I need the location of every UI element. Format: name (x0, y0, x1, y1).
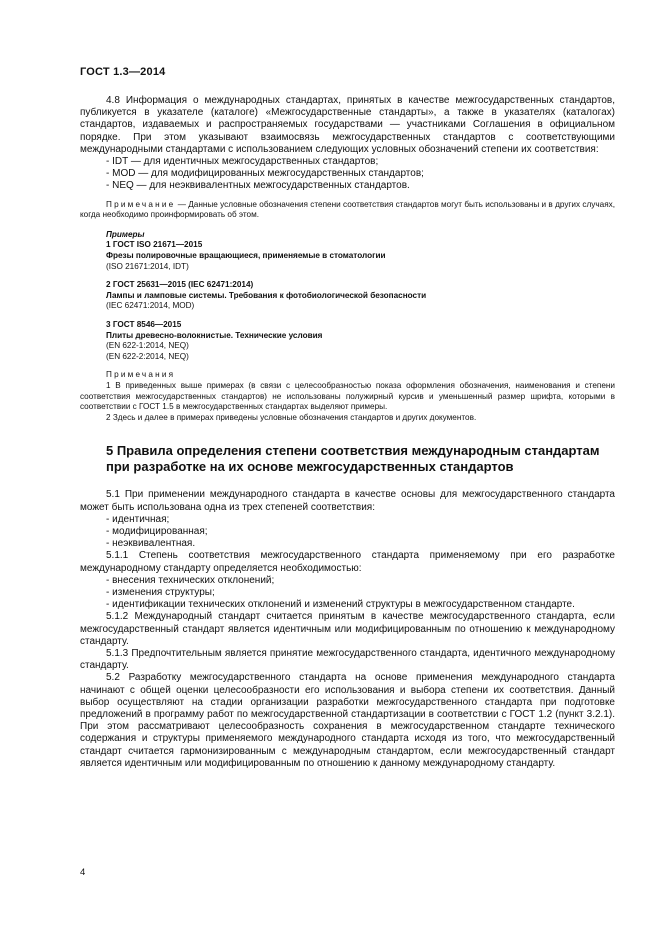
note-item-1: 1 В приведенных выше примерах (в связи с целесообразностью показа оформления обозначения, наименования и степени соответствия межгосударственных стандартов) не использованы полужирный курсив и уменьшенный размер шрифта, которыми в соответствии с ГОСТ 1.5 в межгосударственных стандартах выделяют примеры. (80, 380, 615, 412)
examples-label: Примеры (106, 229, 145, 239)
page-number: 4 (80, 867, 86, 878)
list-item-neq: - NEQ — для неэквивалентных межгосударственных стандартов. (106, 180, 410, 192)
document-header: ГОСТ 1.3—2014 (80, 66, 166, 78)
paragraph-5-2: 5.2 Разработку межгосударственного стандарта на основе применения международного стандарта начинают с общей оценки целесообразности его использования и выбора степени их соответствия. Данный выбор осуществляют на стадии организации разработки межгосударственного стандарта при подготовке предложений в программу работ по межгосударственной стандартизации в соответствии с ГОСТ 1.2 (пункт 3.2.1). При этом рассматривают целесообразность сохранения в межгосударственном стандарте технического содержания и структуры применяемого международного стандарта исходя из того, что межгосударственный стандарт считается гармонизированным с международным стандартом, если межгосударственный стандарт является идентичным или модифицированным по отношению к данному международному стандарту. (80, 672, 615, 769)
paragraph-5-1-3: 5.1.3 Предпочтительным является принятие межгосударственного стандарта, идентичного международному стандарту. (80, 647, 615, 672)
example-2-ref: (IEC 62471:2014, MOD) (106, 301, 195, 311)
list-item-identification: - идентификации технических отклонений и изменений структуры в межгосударственном стандарте. (106, 599, 575, 611)
notes-label: Примечания (106, 370, 176, 380)
paragraph-5-1: 5.1 При применении международного стандарта в качестве основы для межгосударственного стандарта может быть использована одна из трех степеней соответствия: (80, 489, 615, 513)
paragraph-5-1-2: 5.1.2 Международный стандарт считается принятым в качестве межгосударственного стандарта, если межгосударственный стандарт является идентичным или модифицированным по отношению к международному стандарту. (80, 611, 615, 647)
list-item-identical: - идентичная; (106, 513, 170, 525)
section-5-heading: 5 Правила определения степени соответствия международным стандартам при разработке на их основе межгосударственных стандартов (106, 443, 600, 475)
paragraph-5-1-1: 5.1.1 Степень соответствия межгосударственного стандарта применяемому при его разработке международному стандарту определяется необходимостью: (80, 550, 615, 574)
example-2-title: 2 ГОСТ 25631—2015 (IEC 62471:2014) (106, 280, 254, 290)
example-1-name: Фрезы полировочные вращающиеся, применяемые в стоматологии (106, 251, 386, 260)
example-3-name: Плиты древесно-волокнистые. Технические условия (106, 330, 323, 340)
list-item-structure: - изменения структуры; (106, 586, 215, 598)
note-text: — Данные условные обозначения степени соответствия стандартов могут быть использованы и в других случаях, когда необходимо проинформировать об этом. (80, 199, 615, 220)
example-1-ref: (ISO 21671:2014, IDT) (106, 261, 189, 271)
list-item-nonequivalent: - неэквивалентная. (106, 538, 196, 550)
note-label: Примечание (106, 199, 176, 209)
list-item-deviations: - внесения технических отклонений; (106, 574, 275, 586)
example-3-ref-1: (EN 622-1:2014, NEQ) (106, 341, 189, 351)
list-item-mod: - MOD — для модифицированных межгосударственных стандартов; (106, 168, 424, 180)
note-1 (80, 200, 615, 221)
note-item-2: 2 Здесь и далее в примерах приведены условные обозначения стандартов и других документов. (106, 412, 477, 422)
example-2-name: Лампы и ламповые системы. Требования к фотобиологической безопасности (106, 290, 427, 300)
example-3-title: 3 ГОСТ 8546—2015 (106, 319, 182, 329)
paragraph-4-8: 4.8 Информация о международных стандартах, принятых в качестве межгосударственных стандартов, публикуется в указателе (каталоге) «Межгосударственные стандарты», а также в указателях (каталогах) стандартов, издаваемых и распространяемых государствами — участниками Соглашения в официальном порядке. При этом указывают взаимосвязь межгосударственных стандартов с соответствующими международными стандартами с использованием следующих условных обозначений степени их соответствия: (80, 95, 615, 155)
example-1-title: 1 ГОСТ ISO 21671—2015 (106, 240, 203, 250)
example-3-ref-2: (EN 622-2:2014, NEQ) (106, 351, 189, 361)
list-item-modified: - модифицированная; (106, 525, 208, 537)
list-item-idt: - IDT — для идентичных межгосударственных стандартов; (106, 156, 379, 168)
page-content (80, 95, 615, 770)
